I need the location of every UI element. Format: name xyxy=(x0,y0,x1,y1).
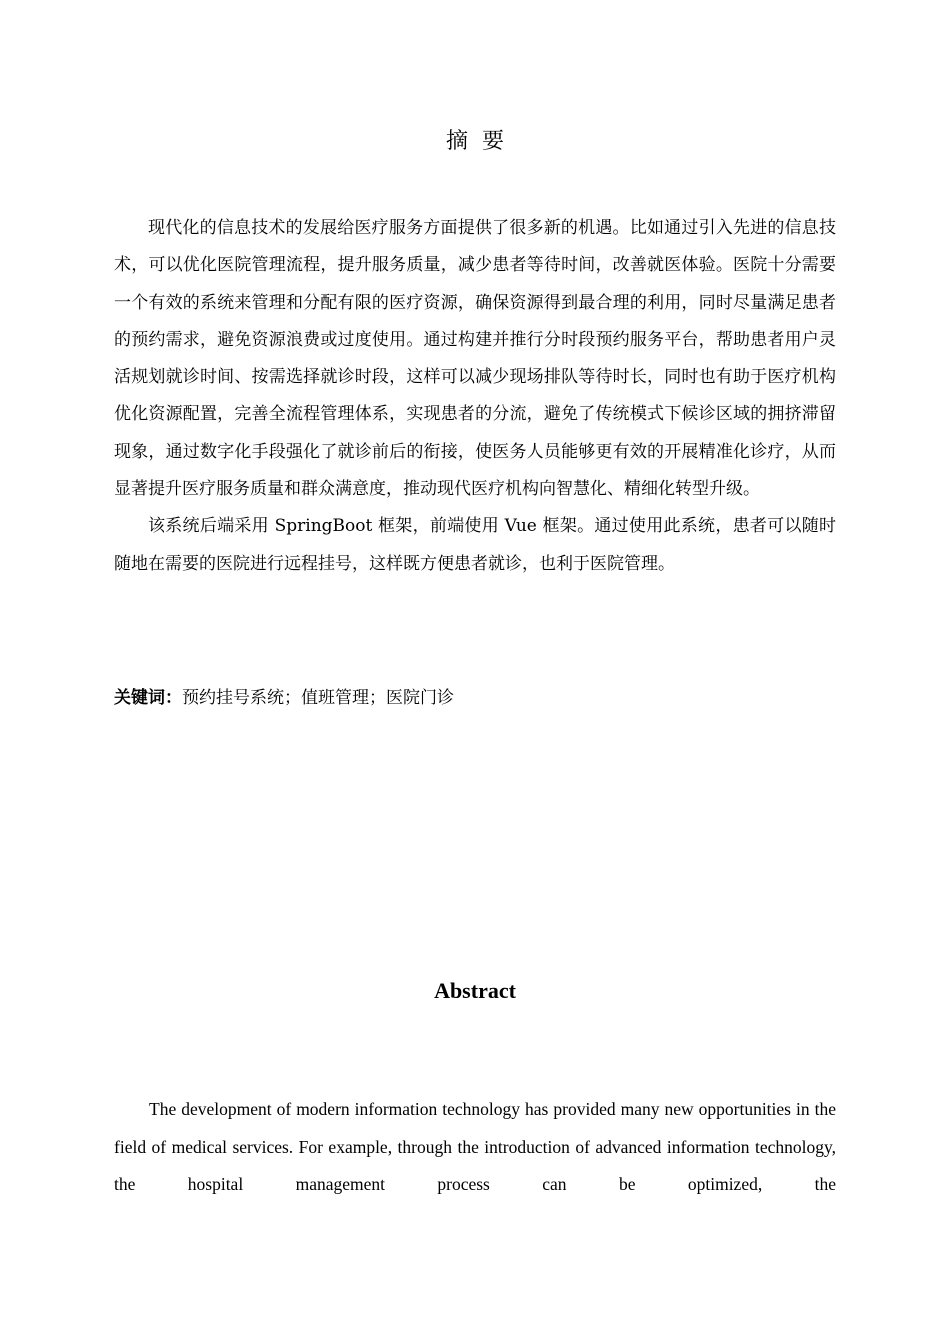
abstract-en-body xyxy=(114,1091,836,1204)
abstract-cn-paragraph-2: 该系统后端采用 SpringBoot 框架，前端使用 Vue 框架。通过使用此系统，患者可以随时随地在需要的医院进行远程挂号，这样既方便患者就诊，也利于医院管理。 xyxy=(114,516,836,574)
abstract-en-paragraph-1: The development of modern information technology has provided many new opportunities in the field of medical services. For example, through the introduction of advanced information technology, the hospital management process can be optimized, the xyxy=(114,1099,836,1194)
abstract-cn-title xyxy=(0,124,950,155)
abstract-cn-body xyxy=(114,210,836,583)
abstract-en-title: Abstract xyxy=(434,978,516,1003)
abstract-cn-paragraph-1: 现代化的信息技术的发展给医疗服务方面提供了很多新的机遇。比如通过引入先进的信息技术，可以优化医院管理流程，提升服务质量，减少患者等待时间，改善就医体验。医院十分需要一个有效的系统来管理和分配有限的医疗资源，确保资源得到最合理的利用，同时尽量满足患者的预约需求，避免资源浪费或过度使用。通过构建并推行分时段预约服务平台，帮助患者用户灵活规划就诊时间、按需选择就诊时段，这样可以减少现场排队等待时长，同时也有助于医疗机构优化资源配置，完善全流程管理体系，实现患者的分流，避免了传统模式下候诊区域的拥挤滞留现象，通过数字化手段强化了就诊前后的衔接，使医务人员能够更有效的开展精准化诊疗，从而显著提升医疗服务质量和群众满意度，推动现代医疗机构向智慧化、精细化转型升级。 xyxy=(114,218,836,500)
abstract-cn-title-text: 摘 要 xyxy=(446,129,504,154)
keywords-line xyxy=(114,684,836,712)
keywords-value: 预约挂号系统；值班管理；医院门诊 xyxy=(182,688,454,708)
keywords-label: 关键词： xyxy=(114,688,182,708)
